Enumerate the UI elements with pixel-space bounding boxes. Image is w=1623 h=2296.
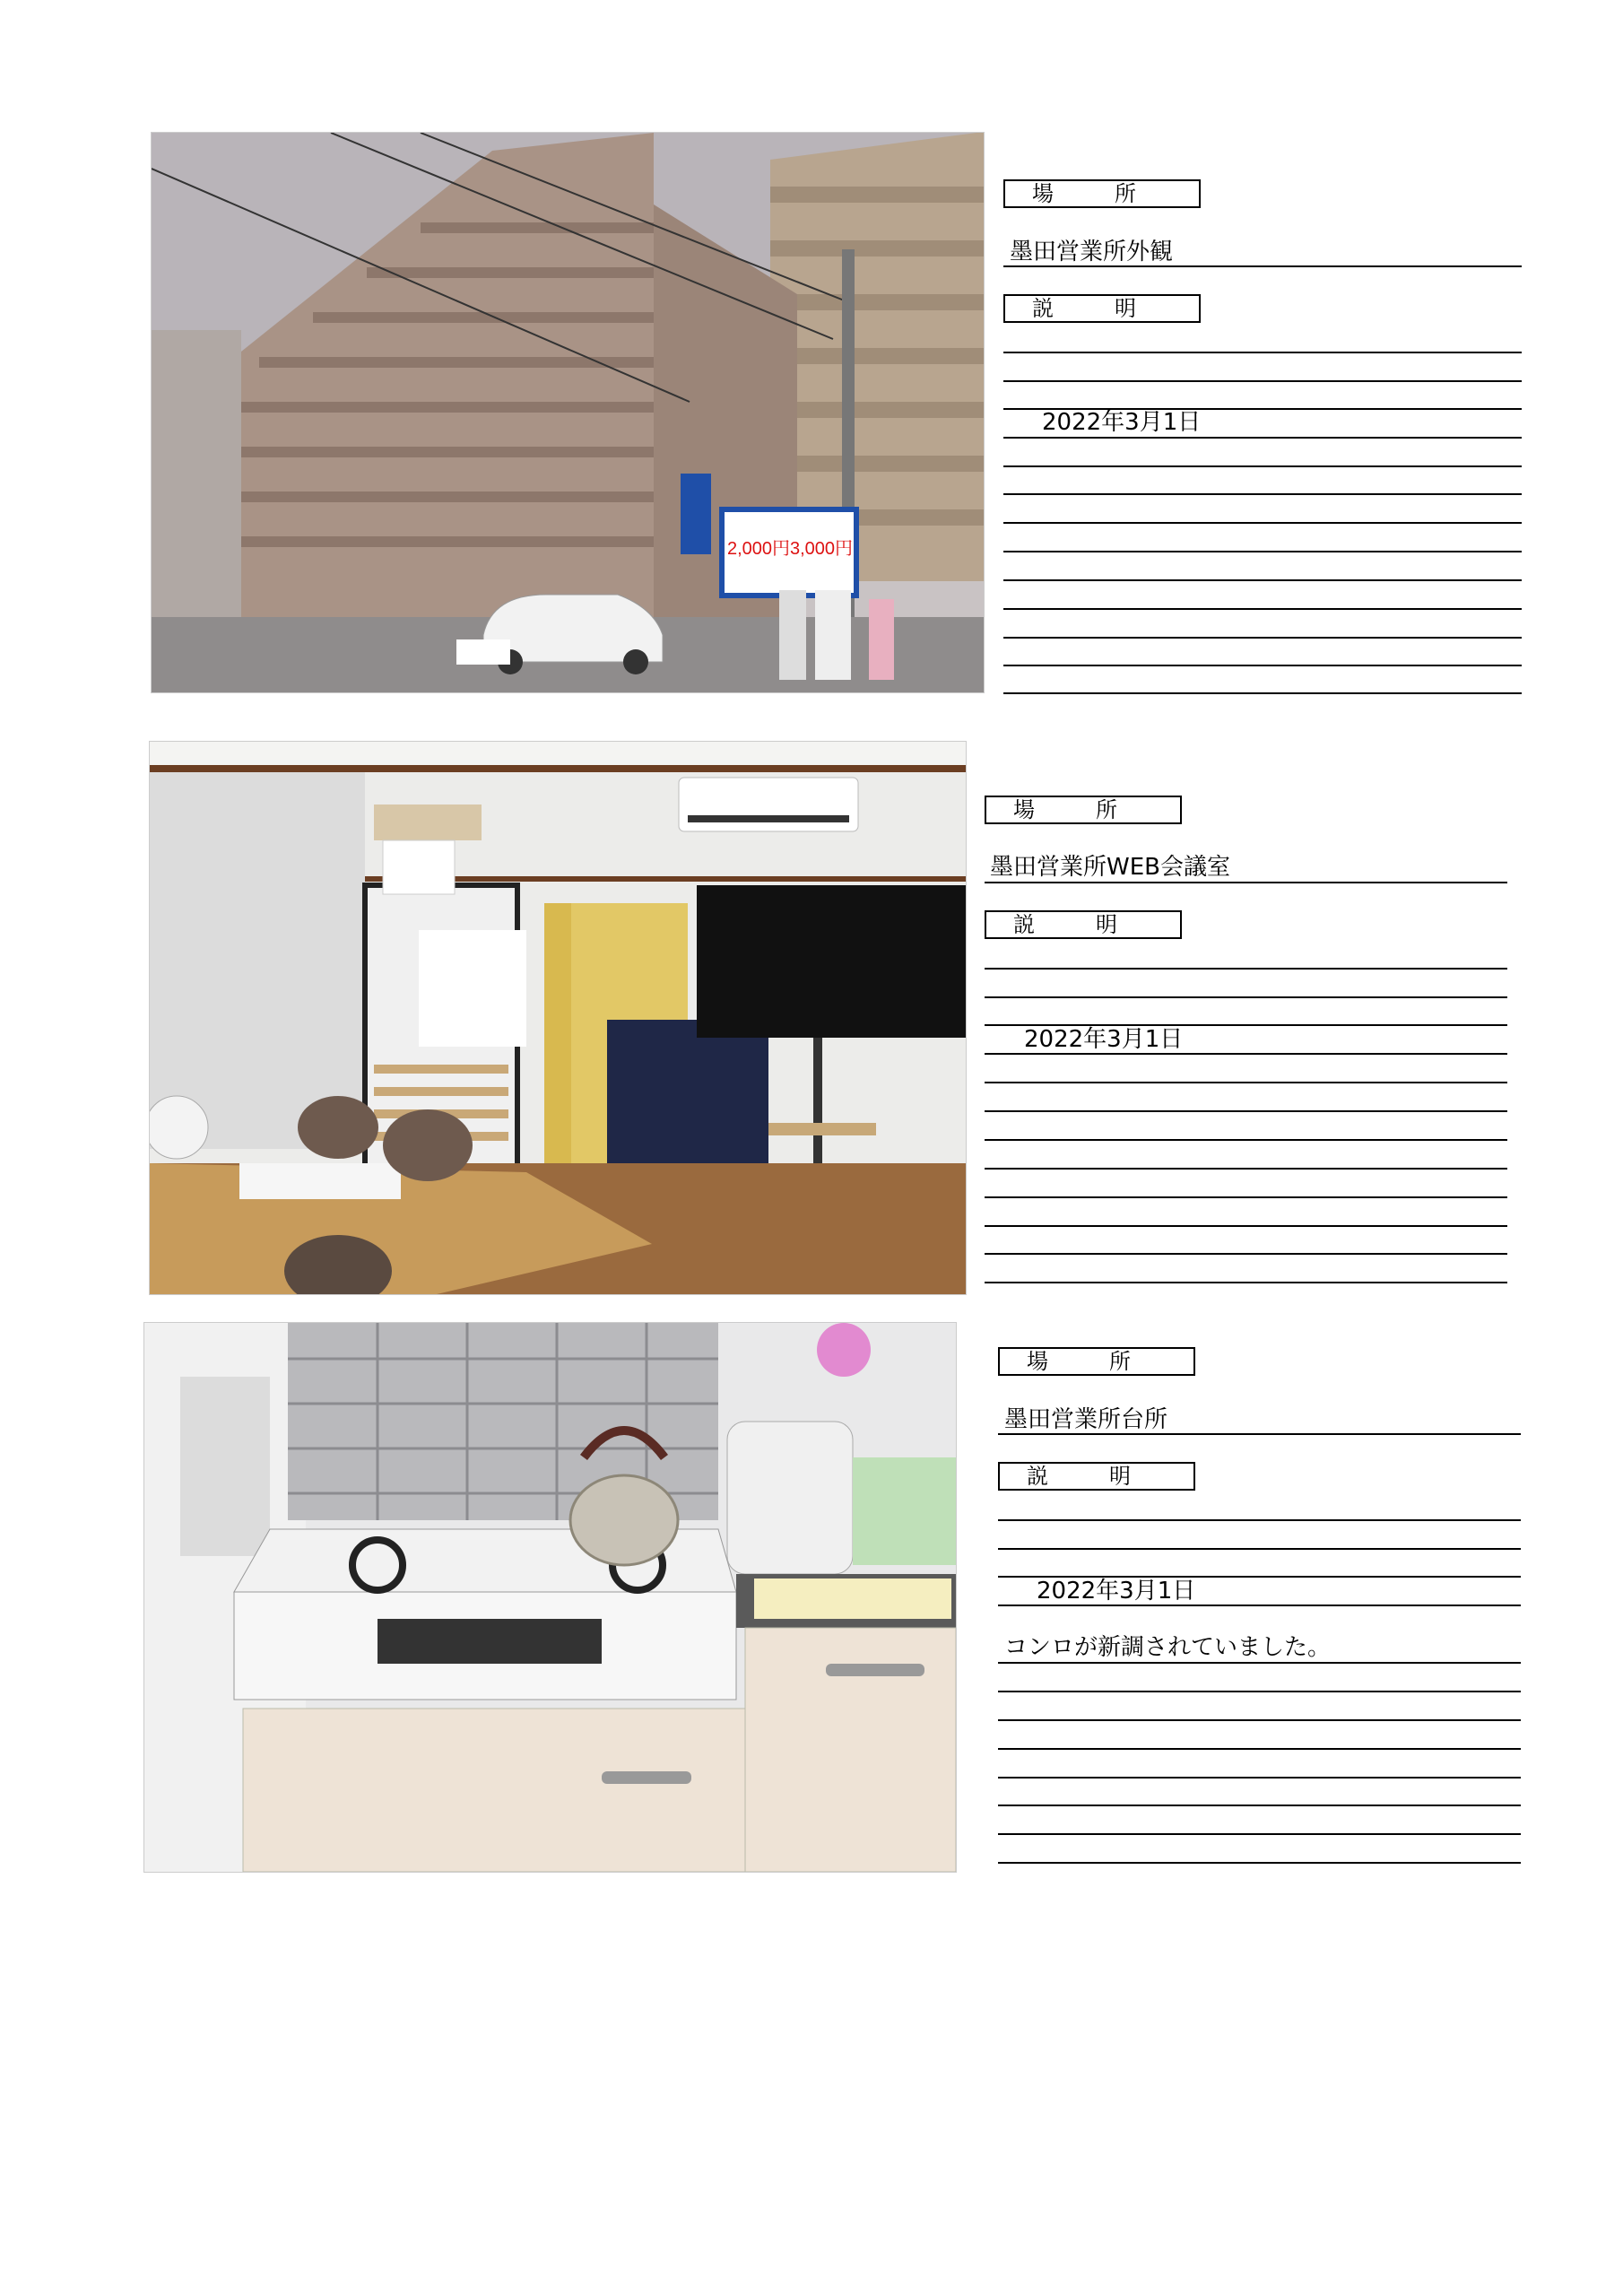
rule: [985, 968, 1507, 970]
date-text: 2022年3月1日: [1042, 409, 1202, 436]
rule: [985, 1139, 1507, 1141]
location-text: 墨田営業所台所: [1004, 1406, 1168, 1433]
location-label: 場 所: [1027, 1349, 1150, 1374]
rule: [985, 1168, 1507, 1170]
rule: [998, 1691, 1521, 1692]
meeting-room-photo: [149, 741, 967, 1295]
rule: [985, 882, 1507, 883]
rule: [998, 1748, 1521, 1750]
description-label: 説 明: [1027, 1464, 1150, 1489]
rule: [1003, 380, 1522, 382]
rule: [1003, 665, 1522, 666]
parking-price-1: 2,000円: [727, 539, 791, 559]
description-label: 説 明: [1032, 296, 1156, 321]
location-label: 場 所: [1032, 181, 1156, 206]
rule: [1003, 522, 1522, 524]
parking-price-2: 3,000円: [790, 539, 854, 559]
rule: [1003, 551, 1522, 552]
rule: [1003, 465, 1522, 467]
date-text: 2022年3月1日: [1037, 1578, 1196, 1605]
rule: [998, 1433, 1521, 1435]
rule: [1003, 265, 1522, 267]
rule: [1003, 692, 1522, 694]
rule: [985, 996, 1507, 998]
rule: [1003, 579, 1522, 581]
rule: [998, 1777, 1521, 1779]
rule: [998, 1548, 1521, 1550]
rule: [998, 1805, 1521, 1806]
rule: [998, 1662, 1521, 1664]
kitchen-photo: [143, 1322, 957, 1873]
rule: [985, 1053, 1507, 1055]
location-text: 墨田営業所外観: [1010, 239, 1174, 265]
rule: [1003, 352, 1522, 353]
rule: [998, 1833, 1521, 1835]
rule: [985, 1196, 1507, 1198]
rule: [985, 1282, 1507, 1283]
location-label: 場 所: [1013, 797, 1137, 822]
rule: [985, 1082, 1507, 1083]
rule: [998, 1605, 1521, 1606]
date-text: 2022年3月1日: [1024, 1026, 1184, 1053]
rule: [1003, 493, 1522, 495]
rule: [985, 1253, 1507, 1255]
rule: [998, 1719, 1521, 1721]
rule: [1003, 637, 1522, 639]
exterior-photo: [151, 132, 985, 693]
description-label-box: [985, 910, 1182, 939]
location-label-box: [998, 1347, 1195, 1376]
description-label: 説 明: [1013, 912, 1137, 937]
rule: [1003, 608, 1522, 610]
location-label-box: [985, 796, 1182, 824]
rule: [985, 1110, 1507, 1112]
description-label-box: [998, 1462, 1195, 1491]
rule: [985, 1225, 1507, 1227]
rule: [998, 1519, 1521, 1521]
location-text: 墨田営業所WEB会議室: [990, 854, 1230, 881]
rule: [998, 1862, 1521, 1864]
location-label-box: [1003, 179, 1201, 208]
description-label-box: [1003, 294, 1201, 323]
rule: [1003, 437, 1522, 439]
description-note: コンロが新調されていました。: [1004, 1634, 1332, 1661]
